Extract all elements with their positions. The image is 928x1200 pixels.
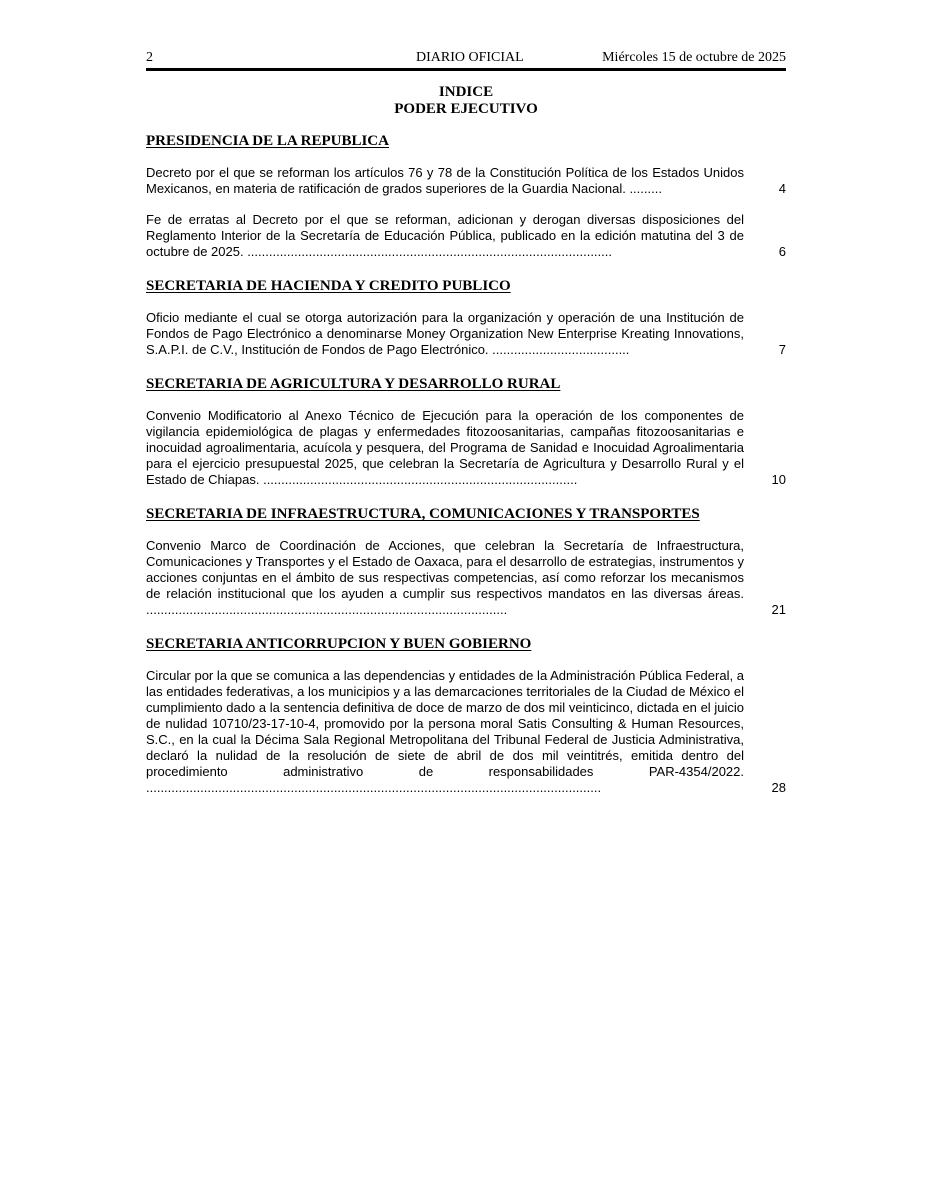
- entry-text: Circular por la que se comunica a las dependencias y entidades de la Administración Pública Federal, a las entidades federativas, a los municipios y a las demarcaciones territoriales de la Ciudad de México el cumplimiento dado a la sentencia definitiva de doce de marzo de dos mil veinticinco, dictada en el juicio de nulidad 10710/23-17-10-4, promovido por la persona moral Satis Consulting & Human Resources, S.C., en la cual la Décima Sala Regional Metropolitana del Tribunal Federal de Justicia Administrativa, declaró la nulidad de la resolución de siete de abril de dos mil veintitrés, emitida dentro del procedimiento administrativo de responsabilidades PAR-4354/2022.: [146, 668, 744, 779]
- index-entry[interactable]: [146, 538, 786, 618]
- section-title: SECRETARIA DE HACIENDA Y CREDITO PUBLICO: [146, 278, 511, 294]
- entry-page-number: 21: [771, 602, 786, 617]
- dot-leader: ....................................................................................................: [146, 602, 508, 617]
- section-title: SECRETARIA DE INFRAESTRUCTURA, COMUNICACIONES Y TRANSPORTES: [146, 506, 700, 522]
- index-title: INDICE: [438, 84, 494, 100]
- index-section: [146, 373, 786, 488]
- section-title: SECRETARIA DE AGRICULTURA Y DESARROLLO RURAL: [146, 376, 561, 392]
- entry-text: Fe de erratas al Decreto por el que se reforman, adicionan y derogan diversas disposiciones del Reglamento Interior de la Secretaría de Educación Pública, publicado en la edición matutina del 3 de octubre de 2025.: [146, 212, 744, 259]
- index-section: [146, 633, 786, 796]
- branch-title: PODER EJECUTIVO: [394, 101, 538, 117]
- dot-leader: ......................................: [488, 342, 630, 357]
- entry-page-number: 28: [771, 780, 786, 795]
- entry-page-number: 4: [778, 181, 786, 196]
- index-entry[interactable]: [146, 408, 786, 488]
- dot-leader: .......................................................................................: [259, 472, 578, 487]
- publication-name: DIARIO OFICIAL: [416, 50, 524, 65]
- page-number: 2: [146, 50, 153, 65]
- header-rule: [146, 68, 786, 71]
- index-entry[interactable]: [146, 310, 786, 358]
- section-title: SECRETARIA ANTICORRUPCION Y BUEN GOBIERNO: [146, 636, 532, 652]
- dot-leader: ..............................................................................................................................: [146, 780, 602, 795]
- index-section: [146, 130, 786, 260]
- entry-text: Decreto por el que se reforman los artículos 76 y 78 de la Constitución Política de los Estados Unidos Mexicanos, en materia de ratificación de grados superiores de la Guardia Nacional.: [146, 165, 744, 196]
- issue-date: Miércoles 15 de octubre de 2025: [602, 50, 786, 65]
- entry-text: Convenio Modificatorio al Anexo Técnico de Ejecución para la operación de los componentes de vigilancia epidemiológica de plagas y enfermedades fitozoosanitarias, campañas fitozoosanitarias e inocuidad agroalimentaria, acuícola y pesquera, del Programa de Sanidad e Inocuidad Agroalimentaria para el ejercicio presupuestal 2025, que celebran la Secretaría de Agricultura y Desarrollo Rural y el Estado de Chiapas.: [146, 408, 744, 487]
- entry-text: Oficio mediante el cual se otorga autorización para la organización y operación de una Institución de Fondos de Pago Electrónico a denominarse Money Organization New Enterprise Kreating Innovations, S.A.P.I. de C.V., Institución de Fondos de Pago Electrónico.: [146, 310, 744, 357]
- entry-page-number: 6: [778, 244, 786, 259]
- index-titles: [146, 84, 786, 118]
- index-entry[interactable]: [146, 668, 786, 796]
- entry-page-number: 10: [771, 472, 786, 487]
- index-section: [146, 275, 786, 358]
- dot-leader: .........: [625, 181, 662, 196]
- entry-page-number: 7: [778, 342, 786, 357]
- section-title: PRESIDENCIA DE LA REPUBLICA: [146, 133, 389, 149]
- index-entry[interactable]: [146, 165, 786, 197]
- entry-text: Convenio Marco de Coordinación de Acciones, que celebran la Secretaría de Infraestructura, Comunicaciones y Transportes y el Estado de Oaxaca, para el desarrollo de estrategias, instrumentos y acciones conjuntas en el ámbito de sus respectivas competencias, así como reforzar los mecanismos de relación institucional que los ayuden a cumplir sus respectivos mandatos en las diversas áreas.: [146, 538, 744, 601]
- index-entry[interactable]: [146, 212, 786, 260]
- dot-leader: .....................................................................................................: [243, 244, 612, 259]
- index-section: [146, 503, 786, 618]
- running-header: [146, 48, 786, 68]
- index-body: [146, 130, 786, 811]
